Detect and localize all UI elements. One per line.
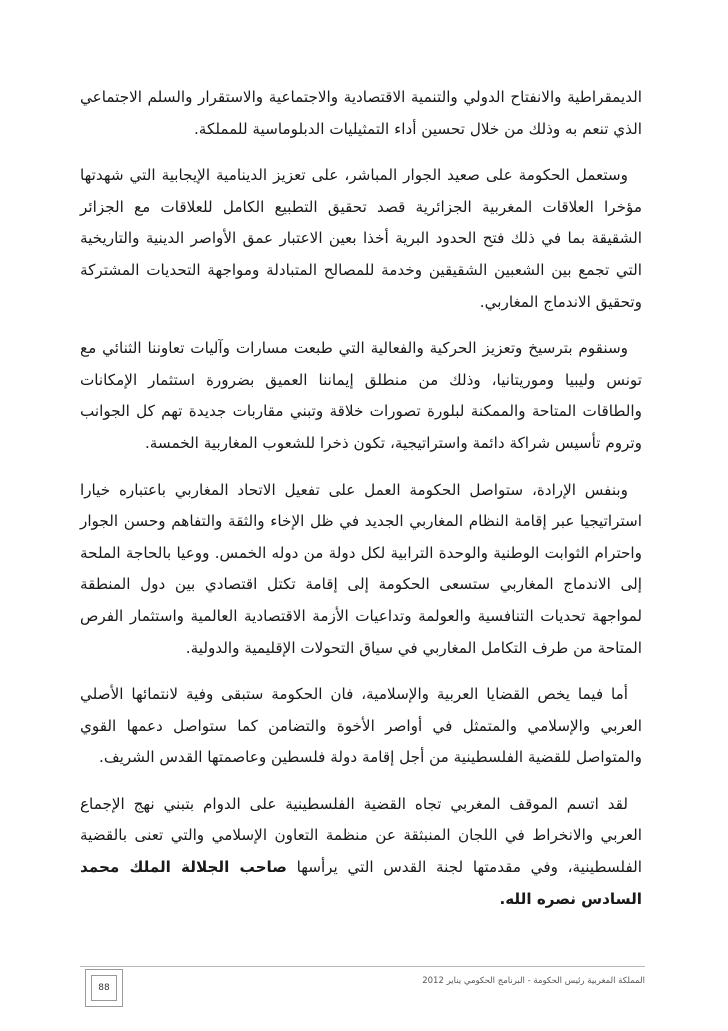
paragraph-6-text: لقد اتسم الموقف المغربي تجاه القضية الفلسطينية على الدوام بتبني نهج الإجماع العربي والانخراط في اللجان المنبثقة عن منظمة التعاون الإسلامي والتي تعنى بالقضية الفلسطينية، وفي مقدمتها لجنة القدس التي يرأسها xyxy=(80,794,642,877)
paragraph-5-text: أما فيما يخص القضايا العربية والإسلامية، فان الحكومة ستبقى وفية لانتمائها الأصلي العربي والإسلامي والمتمثل في أواصر الأخوة والتضامن كما ستواصل دعمها القوي والمتواصل للقضية الفلسطينية من أجل إقامة دولة فلسطين وعاصمتها القدس الشريف. xyxy=(80,685,642,767)
page-footer xyxy=(80,966,645,1006)
paragraph-1 xyxy=(80,82,642,145)
paragraph-5 xyxy=(80,679,642,774)
paragraph-6-bold-text: صاحب الجلالة الملك محمد السادس نصره الله. xyxy=(80,858,642,908)
paragraph-4-text: وبنفس الإرادة، ستواصل الحكومة العمل على تفعيل الاتحاد المغاربي باعتباره خيارا استراتيجيا عبر إقامة النظام المغاربي الجديد في ظل الإخاء والثقة والتفاهم وحسن الجوار واحترام الثوابت الوطنية والوحدة الترابية لكل دولة من دوله الخمس. ووعيا بالحاجة الملحة إلى الاندماج المغاربي ستسعى الحكومة إلى إقامة تكتل اقتصادي بين دول المنطقة لمواجهة تحديات التنافسية والعولمة وتداعيات الأزمة الاقتصادية العالمية واستثمار الفرص المتاحة من طرف التكامل المغاربي في سياق التحولات الإقليمية والدولية. xyxy=(80,480,642,657)
paragraph-3 xyxy=(80,333,642,459)
page-number-box xyxy=(85,969,123,1007)
paragraph-3-text: وسنقوم بترسيخ وتعزيز الحركية والفعالية التي طبعت مسارات وآليات تعاوننا الثنائي مع تونس وليبيا وموريتانيا، وذلك من منطلق إيماننا العميق بضرورة استثمار الإمكانات والطاقات المتاحة والممكنة لبلورة تصورات خلاقة وتبني مقاربات جديدة تهم كل الجوانب وتروم تأسيس شراكة دائمة واستراتيجية، تكون ذخرا للشعوب المغاربية الخمسة. xyxy=(80,339,642,452)
paragraph-2 xyxy=(80,160,642,318)
paragraph-6 xyxy=(80,789,642,915)
paragraph-2-text: وستعمل الحكومة على صعيد الجوار المباشر، على تعزيز الدينامية الإيجابية التي شهدتها مؤخرا العلاقات المغربية الجزائرية قصد تحقيق التطبيع الكامل للعلاقات مع الجزائر الشقيقة بما في ذلك فتح الحدود البرية أخذا بعين الاعتبار عمق الأواصر الدينية والتاريخية التي تجمع بين الشعبين الشقيقين وخدمة للمصالح المتبادلة ومواجهة التحديات المشتركة وتحقيق الاندماج المغاربي. xyxy=(80,166,642,311)
footer-caption: المملكة المغربية رئيس الحكومة - البرنامج الحكومي يناير 2012 xyxy=(422,976,645,986)
paragraph-4 xyxy=(80,475,642,665)
body-text xyxy=(80,82,642,930)
paragraph-1-text: الديمقراطية والانفتاح الدولي والتنمية الاقتصادية والاجتماعية والاستقرار والسلم الاجتماعي الذي تنعم به وذلك من خلال تحسين أداء التمثيليات الدبلوماسية للمملكة. xyxy=(80,88,642,138)
page-number: 88 xyxy=(91,975,117,1001)
footer-divider xyxy=(80,966,645,967)
